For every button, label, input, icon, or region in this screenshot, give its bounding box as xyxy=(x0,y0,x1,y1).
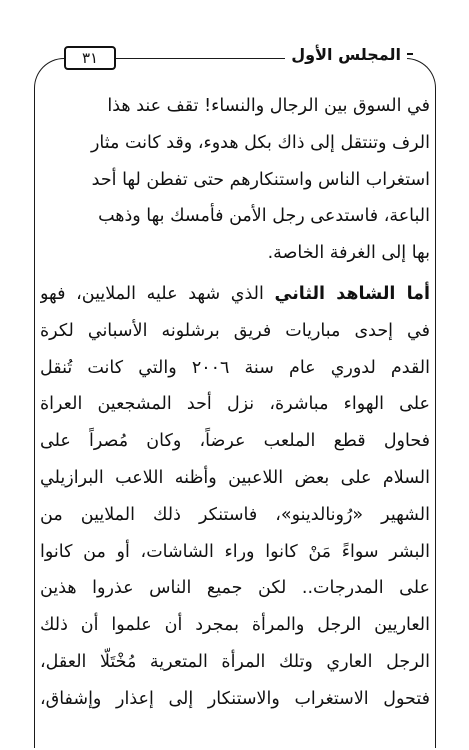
text-line: الرجل العاري وتلك المرأة المتعرية مُخْتَلّا العقل، xyxy=(40,651,430,672)
text-line: استغراب الناس واستنكارهم حتى تفطن لها أحد xyxy=(91,169,430,190)
text-line: فتحول الاستغراب والاستنكار إلى إعذار وإشفاق، xyxy=(40,688,430,709)
page-body xyxy=(40,88,430,718)
text-line: الباعة، فاستدعى رجل الأمن فأمسك بها وذهب xyxy=(98,206,430,227)
text-line: الرف وتنتقل إلى ذاك بكل هدوء، وقد كانت مثار xyxy=(90,132,430,153)
page-header xyxy=(0,38,469,78)
page-number: ٣١ xyxy=(64,46,116,70)
chapter-title: المجلس الأول xyxy=(285,42,407,68)
text-line: في السوق بين الرجال والنساء! تقف عند هذا xyxy=(107,96,430,116)
text-line: السلام على بعض اللاعبين وأظنه اللاعب البرازيلي xyxy=(40,467,430,488)
text-line: القدم لدوري عام سنة ٢٠٠٦ والتي كانت تُنقل xyxy=(40,357,430,378)
text-line: بها إلى الغرفة الخاصة. xyxy=(267,243,430,264)
text-line: في إحدى مباريات فريق برشلونه الأسباني لكرة xyxy=(40,320,430,341)
text-line: العاريين الرجل والمرأة بمجرد أن علموا أن ذلك xyxy=(40,615,430,636)
text-segment: الذي شهد عليه الملايين، فهو xyxy=(40,283,275,304)
text-line: فحاول قطع الملعب عرضاً، وكان مُصراً على xyxy=(40,431,430,452)
text-line: الشهير «رُونالدينو»، فاستنكر ذلك الملايين من xyxy=(40,504,430,525)
paragraph-2 xyxy=(40,276,430,718)
paragraph-1 xyxy=(40,88,430,272)
text-line: على الهواء مباشرة، نزل أحد المشجعين العراة xyxy=(40,394,430,415)
text-line: على المدرجات.. لكن جميع الناس عذروا هذين xyxy=(40,578,430,599)
paragraph-2-first-line xyxy=(40,276,430,313)
bold-lead-phrase: أما الشاهد الثاني xyxy=(274,283,430,304)
text-line: البشر سواءً مَنْ كانوا وراء الشاشات، أو من كانوا xyxy=(40,541,430,562)
